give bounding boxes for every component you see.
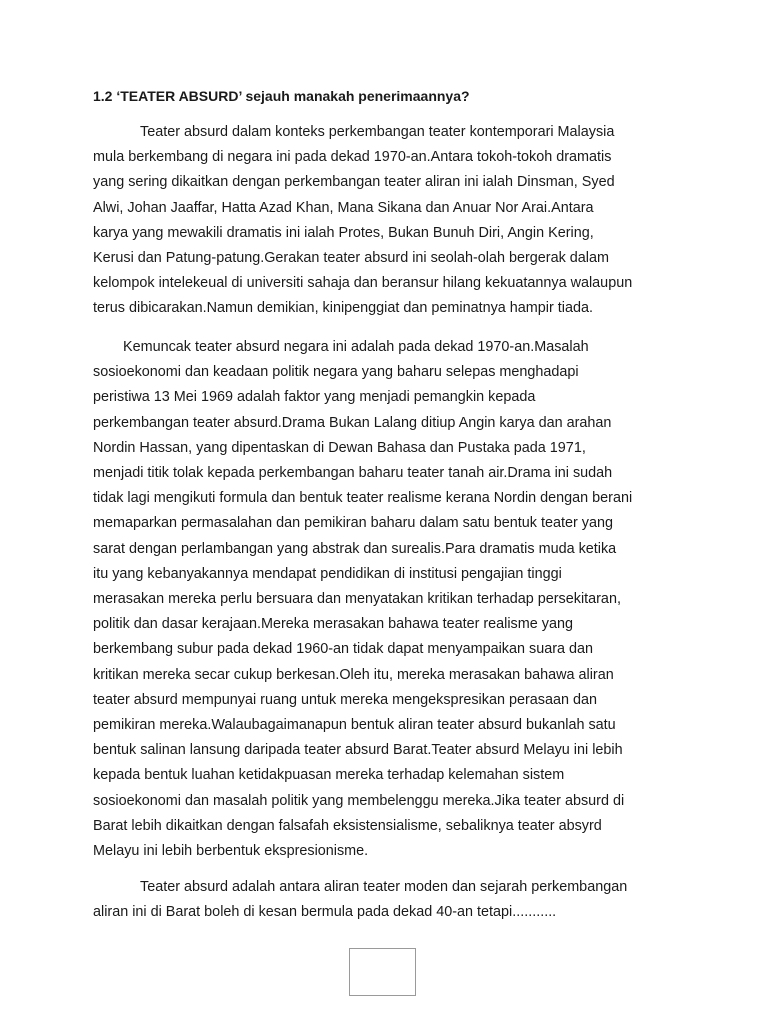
- paragraph-2-line: Kemuncak teater absurd negara ini adalah pada dekad 1970-an.Masalah: [123, 339, 589, 355]
- paragraph-2-line: Barat lebih dikaitkan dengan falsafah eksistensialisme, sebaliknya teater absyrd: [93, 817, 602, 834]
- paragraph-2-line: politik dan dasar kerajaan.Mereka merasakan bahawa teater realisme yang: [93, 616, 573, 633]
- paragraph-2-line: teater absurd mempunyai ruang untuk mereka mengekspresikan perasaan dan: [93, 691, 597, 708]
- paragraph-1-line: terus dibicarakan.Namun demikian, kinipenggiat dan peminatnya hampir tiada.: [93, 300, 593, 317]
- paragraph-2-line: merasakan mereka perlu bersuara dan menyatakan kritikan terhadap persekitaran,: [93, 591, 621, 608]
- page-number-box: [349, 948, 416, 996]
- section-heading: 1.2 ‘TEATER ABSURD’ sejauh manakah penerimaannya?: [93, 88, 470, 104]
- paragraph-2-line: peristiwa 13 Mei 1969 adalah faktor yang menjadi pemangkin kepada: [93, 389, 536, 406]
- paragraph-1-line: kelompok intelekeual di universiti sahaja dan beransur hilang kekuatannya walaupun: [93, 275, 633, 292]
- paragraph-1-line: Teater absurd dalam konteks perkembangan teater kontemporari Malaysia: [140, 124, 615, 140]
- paragraph-2-line: sosioekonomi dan keadaan politik negara yang baharu selepas menghadapi: [93, 364, 579, 381]
- paragraph-2-line: bentuk salinan lansung daripada teater absurd Barat.Teater absurd Melayu ini lebih: [93, 742, 623, 759]
- paragraph-2-line: Melayu ini lebih berbentuk ekspresionisme.: [93, 843, 369, 860]
- paragraph-1-line: Kerusi dan Patung-patung.Gerakan teater absurd ini seolah-olah bergerak dalam: [93, 250, 609, 267]
- paragraph-2-line: memaparkan permasalahan dan pemikiran baharu dalam satu bentuk teater yang: [93, 515, 613, 532]
- paragraph-1: [93, 120, 693, 322]
- paragraph-1-line: Alwi, Johan Jaaffar, Hatta Azad Khan, Mana Sikana dan Anuar Nor Arai.Antara: [93, 199, 594, 216]
- paragraph-2: [93, 335, 693, 864]
- paragraph-3: [93, 875, 693, 925]
- paragraph-1-line: mula berkembang di negara ini pada dekad 1970-an.Antara tokoh-tokoh dramatis: [93, 149, 612, 166]
- paragraph-2-line: tidak lagi mengikuti formula dan bentuk teater realisme kerana Nordin dengan berani: [93, 490, 633, 507]
- paragraph-2-line: berkembang subur pada dekad 1960-an tidak dapat menyampaikan suara dan: [93, 641, 594, 658]
- paragraph-1-line: yang sering dikaitkan dengan perkembangan teater aliran ini ialah Dinsman, Syed: [93, 174, 615, 191]
- paragraph-3-line: aliran ini di Barat boleh di kesan bermula pada dekad 40-an tetapi...........: [93, 904, 557, 921]
- paragraph-2-line: kepada bentuk luahan ketidakpuasan mereka terhadap kelemahan sistem: [93, 767, 565, 784]
- paragraph-1-line: karya yang mewakili dramatis ini ialah Protes, Bukan Bunuh Diri, Angin Kering,: [93, 224, 594, 241]
- paragraph-2-line: sarat dengan perlambangan yang abstrak dan surealis.Para dramatis muda ketika: [93, 540, 617, 557]
- paragraph-2-line: perkembangan teater absurd.Drama Bukan Lalang ditiup Angin karya dan arahan: [93, 414, 612, 431]
- paragraph-2-line: menjadi titik tolak kepada perkembangan baharu teater tanah air.Drama ini sudah: [93, 465, 613, 482]
- paragraph-3-line: Teater absurd adalah antara aliran teater moden dan sejarah perkembangan: [140, 879, 628, 895]
- paragraph-2-line: Nordin Hassan, yang dipentaskan di Dewan Bahasa dan Pustaka pada 1971,: [93, 439, 586, 456]
- paragraph-2-line: sosioekonomi dan masalah politik yang membelenggu mereka.Jika teater absurd di: [93, 792, 625, 809]
- paragraph-2-line: itu yang kebanyakannya mendapat pendidikan di institusi pengajian tinggi: [93, 565, 562, 582]
- paragraph-2-line: kritikan mereka secar cukup berkesan.Oleh itu, mereka merasakan bahawa aliran: [93, 666, 614, 683]
- paragraph-2-line: pemikiran mereka.Walaubagaimanapun bentuk aliran teater absurd bukanlah satu: [93, 717, 616, 734]
